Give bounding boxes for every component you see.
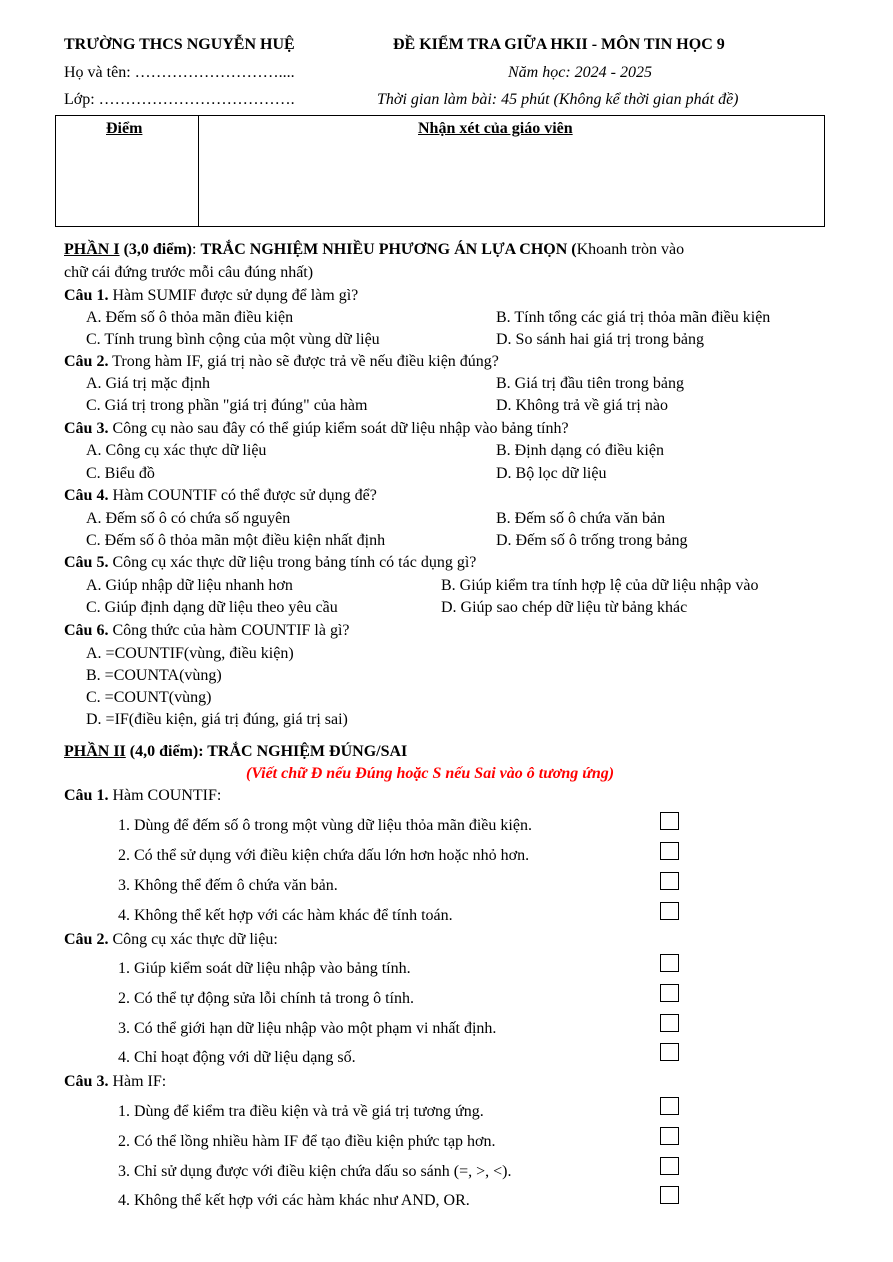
question-label: Câu 6. [64, 622, 109, 639]
mc-question-6 [64, 622, 350, 640]
q5-option-a[interactable]: A. Giúp nhập dữ liệu nhanh hơn [86, 577, 293, 594]
score-box [55, 115, 825, 227]
tf3-statement-4: 4. Không thể kết hợp với các hàm khác như AND, OR. [118, 1192, 470, 1209]
time-note: Thời gian làm bài: 45 phút (Không kể thời gian phát đề) [377, 91, 739, 108]
mc-question-5 [64, 554, 476, 572]
part1-title-points: (3,0 điểm) [119, 241, 192, 258]
question-label: Câu 1. [64, 787, 109, 804]
part1-title-colon: : [192, 241, 201, 258]
q6-option-a[interactable]: A. =COUNTIF(vùng, điều kiện) [86, 645, 294, 662]
question-label: Câu 4. [64, 487, 109, 504]
q4-option-c[interactable]: C. Đếm số ô thỏa mãn một điều kiện nhất định [86, 532, 386, 549]
q2-option-c[interactable]: C. Giá trị trong phần "giá trị đúng" của hàm [86, 397, 368, 414]
class-line: Lớp: ………………………………. [64, 91, 295, 108]
tf1-answer-box-3[interactable] [660, 872, 679, 890]
tf-question-2 [64, 931, 278, 949]
q1-option-d[interactable]: D. So sánh hai giá trị trong bảng [496, 331, 704, 348]
question-label: Câu 2. [64, 353, 109, 370]
school-year: Năm học: 2024 - 2025 [508, 64, 652, 81]
tf1-statement-2: 2. Có thể sử dụng với điều kiện chứa dấu lớn hơn hoặc nhỏ hơn. [118, 847, 530, 864]
question-label: Câu 3. [64, 420, 109, 437]
question-text: Trong hàm IF, giá trị nào sẽ được trả về nếu điều kiện đúng? [108, 353, 499, 370]
tf1-answer-box-2[interactable] [660, 842, 679, 860]
q2-option-b[interactable]: B. Giá trị đầu tiên trong bảng [496, 375, 684, 392]
score-box-divider [198, 116, 199, 226]
q1-option-c[interactable]: C. Tính trung bình cộng của một vùng dữ liệu [86, 331, 380, 348]
tf2-statement-1: 1. Giúp kiểm soát dữ liệu nhập vào bảng tính. [118, 960, 411, 977]
tf1-answer-box-4[interactable] [660, 902, 679, 920]
tf3-answer-box-4[interactable] [660, 1186, 679, 1204]
q1-option-b[interactable]: B. Tính tổng các giá trị thỏa mãn điều kiện [496, 309, 771, 326]
q1-option-a[interactable]: A. Đếm số ô thỏa mãn điều kiện [86, 309, 294, 326]
tf2-answer-box-2[interactable] [660, 984, 679, 1002]
tf-question-3 [64, 1073, 166, 1091]
q2-option-d[interactable]: D. Không trả về giá trị nào [496, 397, 668, 414]
part1-title-line2: chữ cái đứng trước mỗi câu đúng nhất) [64, 264, 314, 281]
mc-question-3 [64, 420, 569, 438]
q4-option-a[interactable]: A. Đếm số ô có chứa số nguyên [86, 510, 291, 527]
q3-option-b[interactable]: B. Định dạng có điều kiện [496, 442, 664, 459]
q4-option-d[interactable]: D. Đếm số ô trống trong bảng [496, 532, 688, 549]
tf1-statement-1: 1. Dùng để đếm số ô trong một vùng dữ liệu thỏa mãn điều kiện. [118, 817, 532, 834]
part1-title-instruction: Khoanh tròn vào [576, 241, 685, 258]
q3-option-a[interactable]: A. Công cụ xác thực dữ liệu [86, 442, 267, 459]
tf1-statement-4: 4. Không thể kết hợp với các hàm khác để tính toán. [118, 907, 453, 924]
tf2-answer-box-1[interactable] [660, 954, 679, 972]
q6-option-b[interactable]: B. =COUNTA(vùng) [86, 667, 222, 684]
part1-title-main: TRẮC NGHIỆM NHIỀU PHƯƠNG ÁN LỰA CHỌN ( [200, 241, 577, 258]
q5-option-b[interactable]: B. Giúp kiểm tra tính hợp lệ của dữ liệu nhập vào [441, 577, 759, 594]
teacher-comment-label: Nhận xét của giáo viên [418, 120, 573, 137]
question-text: Hàm SUMIF được sử dụng để làm gì? [108, 287, 359, 304]
tf2-statement-2: 2. Có thể tự động sửa lỗi chính tả trong ô tính. [118, 990, 414, 1007]
tf-question-1 [64, 787, 221, 805]
mc-question-4 [64, 487, 377, 505]
question-label: Câu 2. [64, 931, 109, 948]
question-text: Hàm COUNTIF có thể được sử dụng để? [108, 487, 377, 504]
part1-title-part: PHẦN I [64, 241, 120, 258]
q5-option-c[interactable]: C. Giúp định dạng dữ liệu theo yêu cầu [86, 599, 338, 616]
q6-option-d[interactable]: D. =IF(điều kiện, giá trị đúng, giá trị sai) [86, 711, 348, 728]
q6-option-c[interactable]: C. =COUNT(vùng) [86, 689, 212, 706]
tf2-answer-box-3[interactable] [660, 1014, 679, 1032]
exam-title: ĐỀ KIỂM TRA GIỮA HKII - MÔN TIN HỌC 9 [393, 36, 725, 53]
tf2-statement-4: 4. Chỉ hoạt động với dữ liệu dạng số. [118, 1049, 356, 1066]
question-text: Hàm IF: [108, 1073, 167, 1090]
q3-option-d[interactable]: D. Bộ lọc dữ liệu [496, 465, 607, 482]
part2-title-rest: (4,0 điểm): TRẮC NGHIỆM ĐÚNG/SAI [125, 743, 408, 760]
part1-title [64, 241, 684, 259]
question-label: Câu 5. [64, 554, 109, 571]
tf1-statement-3: 3. Không thể đếm ô chứa văn bản. [118, 877, 338, 894]
tf3-answer-box-2[interactable] [660, 1127, 679, 1145]
question-text: Công cụ nào sau đây có thể giúp kiểm soát dữ liệu nhập vào bảng tính? [108, 420, 569, 437]
q3-option-c[interactable]: C. Biểu đồ [86, 465, 155, 482]
tf3-statement-1: 1. Dùng để kiểm tra điều kiện và trả về giá trị tương ứng. [118, 1103, 484, 1120]
tf2-answer-box-4[interactable] [660, 1043, 679, 1061]
school-name: TRƯỜNG THCS NGUYỄN HUỆ [64, 36, 295, 53]
question-text: Công cụ xác thực dữ liệu trong bảng tính có tác dụng gì? [108, 554, 477, 571]
mc-question-1 [64, 287, 358, 305]
tf3-statement-3: 3. Chỉ sử dụng được với điều kiện chứa dấu so sánh (=, >, <). [118, 1163, 512, 1180]
student-name-line: Họ và tên: ……………………….... [64, 64, 295, 81]
q2-option-a[interactable]: A. Giá trị mặc định [86, 375, 210, 392]
q4-option-b[interactable]: B. Đếm số ô chứa văn bản [496, 510, 666, 527]
part2-title-part: PHẦN II [64, 743, 126, 760]
score-label: Điểm [106, 120, 143, 137]
tf2-statement-3: 3. Có thể giới hạn dữ liệu nhập vào một phạm vi nhất định. [118, 1020, 497, 1037]
tf3-answer-box-1[interactable] [660, 1097, 679, 1115]
tf3-answer-box-3[interactable] [660, 1157, 679, 1175]
question-label: Câu 3. [64, 1073, 109, 1090]
part2-title [64, 743, 407, 761]
question-label: Câu 1. [64, 287, 109, 304]
part2-instruction: (Viết chữ Đ nếu Đúng hoặc S nếu Sai vào ô tương ứng) [246, 765, 615, 782]
question-text: Công thức của hàm COUNTIF là gì? [108, 622, 350, 639]
tf1-answer-box-1[interactable] [660, 812, 679, 830]
question-text: Công cụ xác thực dữ liệu: [108, 931, 278, 948]
mc-question-2 [64, 353, 499, 371]
tf3-statement-2: 2. Có thể lồng nhiều hàm IF để tạo điều kiện phức tạp hơn. [118, 1133, 496, 1150]
q5-option-d[interactable]: D. Giúp sao chép dữ liệu từ bảng khác [441, 599, 688, 616]
question-text: Hàm COUNTIF: [108, 787, 222, 804]
